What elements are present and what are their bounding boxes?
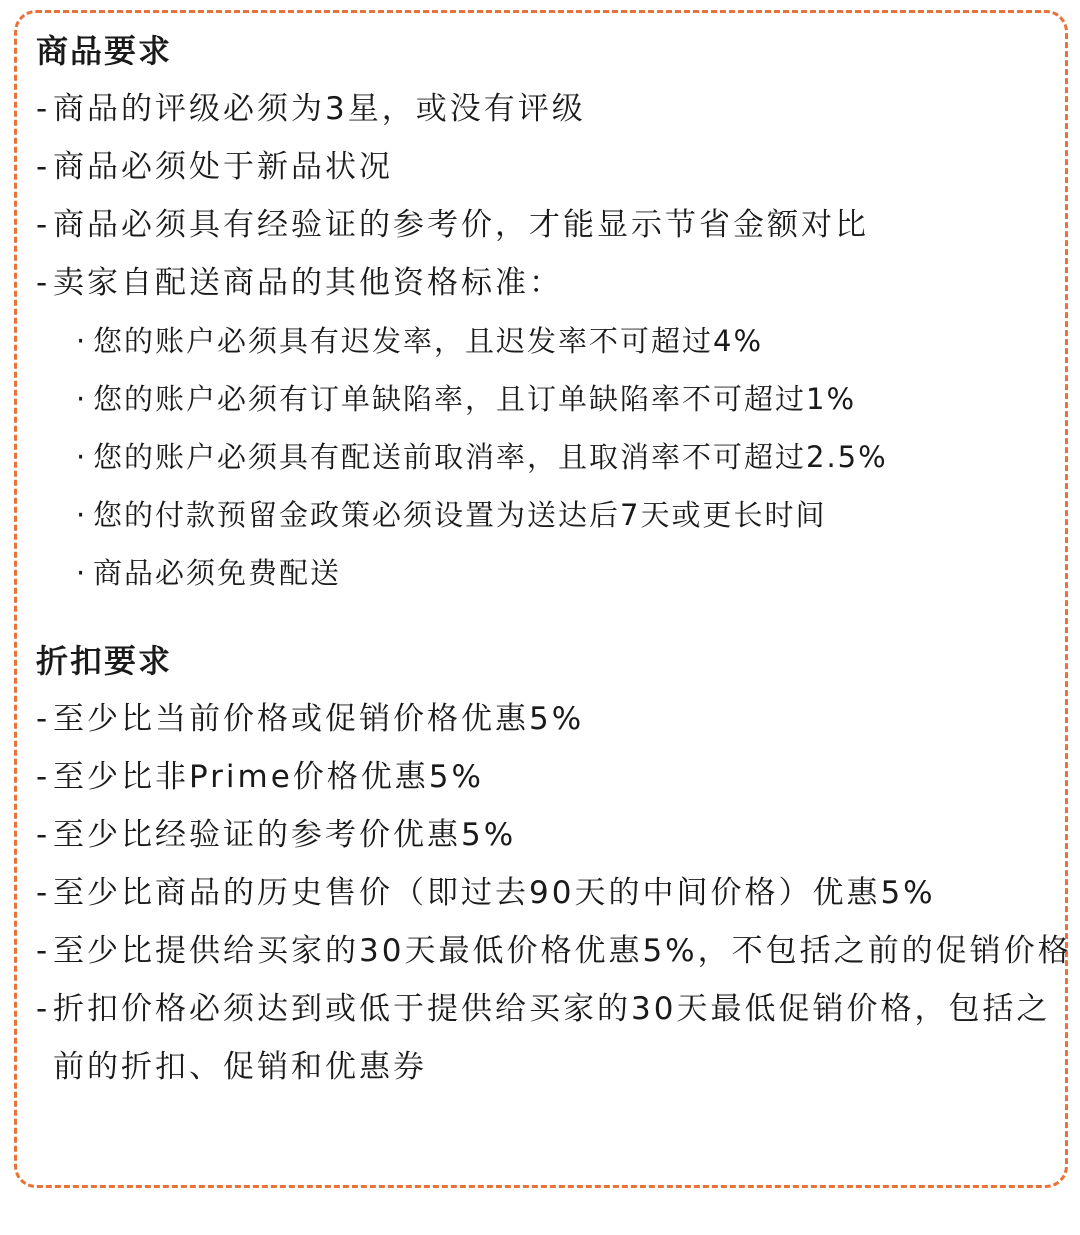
section-gap: [36, 602, 1072, 632]
list-item: - 折扣价格必须达到或低于提供给买家的30天最低促销价格，包括之前的折扣、促销和优惠券: [36, 991, 1051, 1085]
sub-list-item: · 您的账户必须具有配送前取消率，且取消率不可超过2.5%: [76, 440, 888, 474]
product-requirements-title: 商品要求: [36, 32, 173, 70]
sub-list-item: · 商品必须免费配送: [76, 556, 342, 590]
sub-list-item: · 您的账户必须具有迟发率，且迟发率不可超过4%: [76, 324, 764, 358]
requirements-content: [36, 22, 1072, 1096]
discount-requirements-title: 折扣要求: [36, 642, 173, 680]
sub-list-item: · 您的账户必须有订单缺陷率，且订单缺陷率不可超过1%: [76, 382, 857, 416]
list-item: - 商品必须处于新品状况: [36, 149, 393, 185]
list-item: - 至少比当前价格或促销价格优惠5%: [36, 701, 585, 737]
list-item: - 至少比经验证的参考价优惠5%: [36, 817, 517, 853]
sub-list-item: · 您的付款预留金政策必须设置为送达后7天或更长时间: [76, 498, 827, 532]
list-item: - 至少比商品的历史售价（即过去90天的中间价格）优惠5%: [36, 875, 936, 911]
list-item: - 卖家自配送商品的其他资格标准：: [36, 265, 563, 301]
list-item: - 商品必须具有经验证的参考价，才能显示节省金额对比: [36, 207, 869, 243]
list-item: - 至少比提供给买家的30天最低价格优惠5%，不包括之前的促销价格: [36, 933, 1072, 969]
list-item: - 至少比非Prime价格优惠5%: [36, 759, 484, 795]
list-item: - 商品的评级必须为3星，或没有评级: [36, 91, 586, 127]
